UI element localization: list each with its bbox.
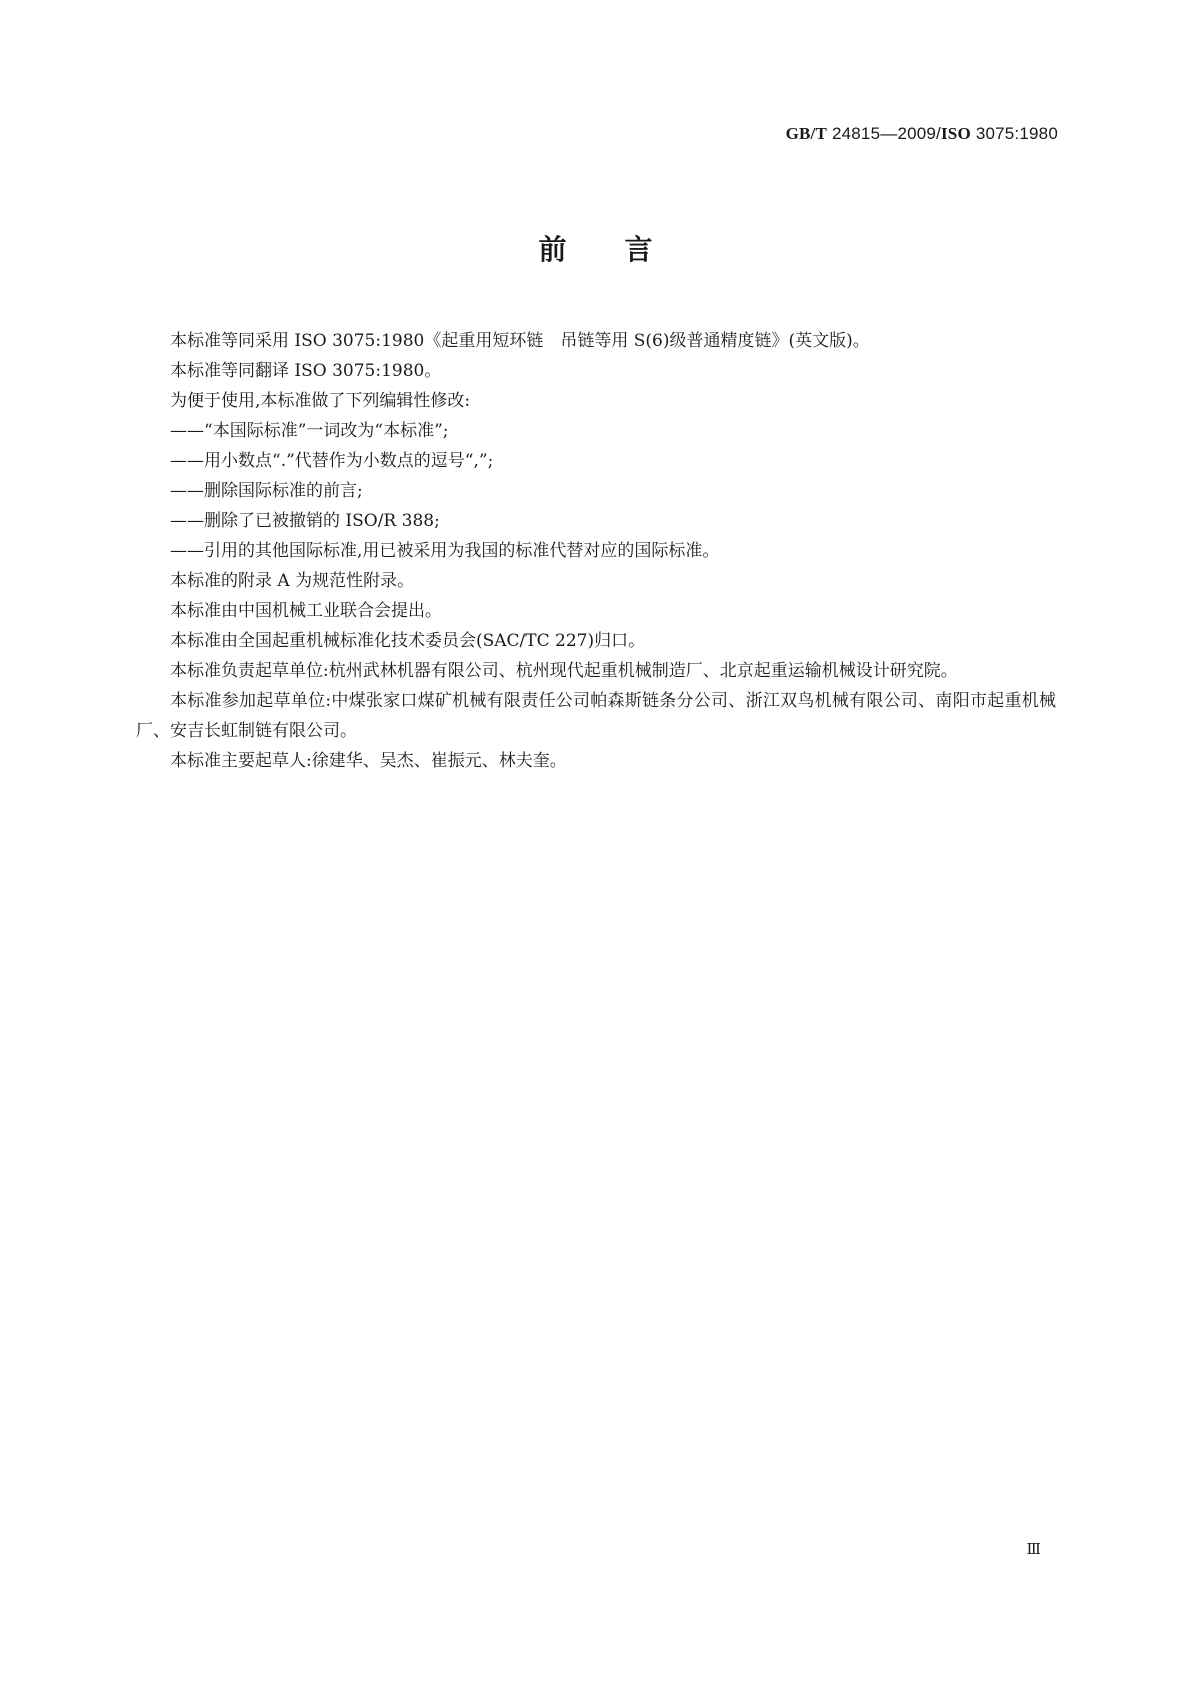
paragraph: 本标准参加起草单位:中煤张家口煤矿机械有限责任公司帕森斯链条分公司、浙江双鸟机械有限公司、南阳市起重机械厂、安吉长虹制链有限公司。: [136, 691, 1056, 741]
page-title: 前言: [538, 233, 711, 266]
paragraph: 本标准等同翻译 ISO 3075:1980。: [170, 361, 442, 381]
paragraph: 为便于使用,本标准做了下列编辑性修改:: [170, 391, 471, 411]
foreword-body: [136, 326, 1056, 776]
list-item: ——引用的其他国际标准,用已被采用为我国的标准代替对应的国际标准。: [170, 541, 720, 561]
paragraph: 本标准的附录 A 为规范性附录。: [170, 571, 415, 591]
list-item: ——“本国际标准”一词改为“本标准”;: [170, 421, 449, 441]
paragraph: 本标准负责起草单位:杭州武林机器有限公司、杭州现代起重机械制造厂、北京起重运输机械设计研究院。: [170, 661, 958, 681]
paragraph: 本标准主要起草人:徐建华、吴杰、崔振元、林夫奎。: [170, 751, 567, 771]
paragraph: 本标准由中国机械工业联合会提出。: [170, 601, 442, 621]
list-item: ——删除了已被撤销的 ISO/R 388;: [170, 511, 440, 531]
standard-code-header: [786, 124, 1058, 144]
page-number: Ⅲ: [1026, 1540, 1041, 1558]
gb-number: 24815—2009/: [831, 124, 941, 143]
list-item: ——用小数点“.”代替作为小数点的逗号“,”;: [170, 451, 494, 471]
paragraph: 本标准等同采用 ISO 3075:1980《起重用短环链 吊链等用 S(6)级普通精度链》(英文版)。: [170, 331, 870, 351]
gb-prefix: GB/T: [785, 124, 828, 143]
iso-prefix: ISO: [940, 124, 971, 143]
iso-number: 3075:1980: [975, 124, 1058, 143]
list-item: ——删除国际标准的前言;: [170, 481, 363, 501]
paragraph: 本标准由全国起重机械标准化技术委员会(SAC/TC 227)归口。: [170, 631, 646, 651]
